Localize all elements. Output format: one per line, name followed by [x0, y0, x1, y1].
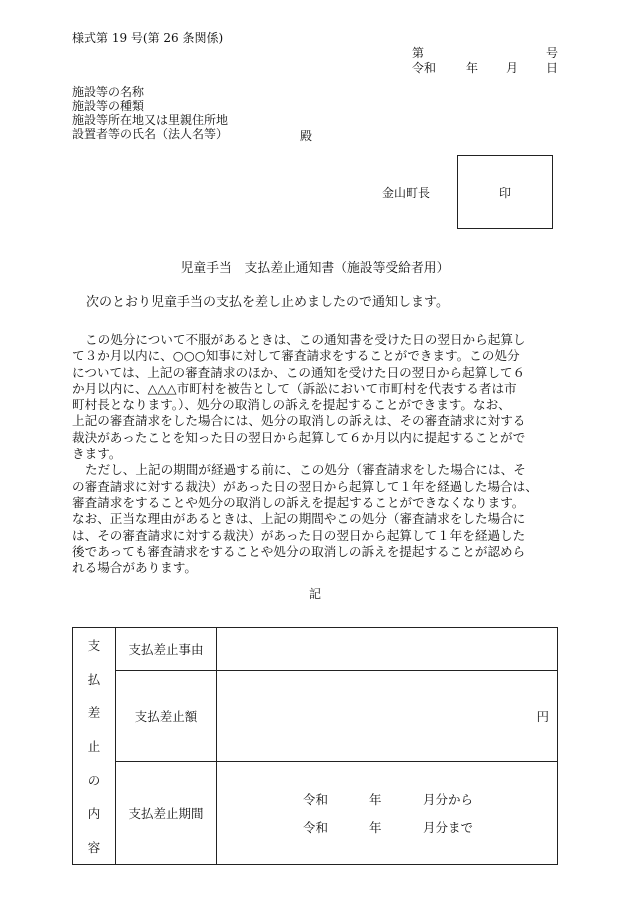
- date-era: 令和: [412, 61, 437, 75]
- detail-table: [72, 627, 558, 865]
- operator-name-label: 設置者等の氏名（法人名等）: [72, 127, 229, 141]
- notice-line: の審査請求に対する裁決）があった日の翌日から起算して１年を経過した場合は、: [72, 478, 538, 494]
- recipient-block: [72, 85, 228, 141]
- period-to-year: 年: [369, 820, 382, 835]
- honorific: 殿: [300, 129, 313, 143]
- notice-line: 上記の審査請求をした場合には、処分の取消しの訴えは、その審査請求に対する: [72, 413, 526, 429]
- notice-line: 審査請求をすることや処分の取消しの訴えを提起することができなくなります。: [72, 494, 525, 510]
- amount-label: 支払差止額: [116, 671, 217, 762]
- vertical-char: 支: [87, 637, 101, 653]
- vertical-char: 払: [87, 671, 101, 687]
- doc-no-go: 号: [546, 46, 559, 60]
- doc-title: 児童手当 支払差止通知書（施設等受給者用）: [180, 261, 450, 276]
- facility-type-label: 施設等の種類: [72, 99, 145, 113]
- doc-no-dai: 第: [412, 46, 425, 60]
- period-label: 支払差止期間: [116, 762, 217, 865]
- notice-line: ただし、上記の期間が経過する前に、この処分（審査請求をした場合には、そ: [85, 462, 526, 478]
- vertical-label: [73, 628, 115, 864]
- period-to-month: 月分まで: [423, 820, 474, 835]
- notice-line: については、上記の審査請求のほか、この通知を受けた日の翌日から起算して６: [72, 364, 526, 380]
- period-to-era: 令和: [303, 820, 329, 835]
- vertical-char: 容: [87, 840, 101, 856]
- notice-line: 後であっても審査請求をすることや処分の取消しの訴えを提起することが認めら: [72, 543, 526, 559]
- notice-line: は、その審査請求に対する裁決）があった日の翌日から起算して１年を経過した: [72, 527, 526, 543]
- notice-line: きます。: [72, 446, 122, 462]
- seal-label: 印: [498, 186, 511, 200]
- intro-text: 次のとおり児童手当の支払を差し止めましたので通知します。: [86, 295, 449, 310]
- notice-line: か月以内に、△△△市町村を被告として（訴訟において市町村を代表する者は市: [72, 380, 517, 396]
- vertical-char: の: [87, 772, 101, 788]
- facility-name-label: 施設等の名称: [72, 85, 145, 99]
- facility-address-label: 施設等所在地又は里親住所地: [72, 113, 229, 127]
- vertical-char: 内: [87, 806, 101, 822]
- date-month: 月: [506, 61, 519, 75]
- sender-title: 金山町長: [382, 186, 431, 200]
- period-from-era: 令和: [303, 792, 329, 807]
- vertical-char: 差: [87, 705, 101, 721]
- reason-value[interactable]: [217, 628, 558, 671]
- period-from-month: 月分から: [423, 792, 474, 807]
- notice-body: [72, 332, 562, 576]
- period-value[interactable]: [217, 762, 558, 865]
- form-number: 様式第 19 号(第 26 条関係): [72, 31, 224, 45]
- date-year: 年: [466, 61, 479, 75]
- date-day: 日: [546, 61, 559, 75]
- vertical-label-cell: [73, 628, 116, 865]
- amount-value[interactable]: [217, 671, 558, 762]
- notice-line: 裁決があったことを知った日の翌日から起算して６か月以内に提起することがで: [72, 429, 526, 445]
- period-from-year: 年: [369, 792, 382, 807]
- seal-box: [457, 155, 553, 229]
- notice-line: れる場合があります。: [72, 560, 197, 576]
- ki-label: 記: [308, 587, 321, 601]
- reason-label: 支払差止事由: [116, 628, 217, 671]
- notice-line: なお、正当な理由があるときは、上記の期間やこの処分（審査請求をした場合に: [72, 511, 526, 527]
- notice-line: この処分について不服があるときは、この通知書を受けた日の翌日から起算し: [85, 332, 526, 347]
- notice-line: 町村長となります。）、処分の取消しの訴えを提起することができます。なお、: [72, 397, 511, 413]
- vertical-char: 止: [87, 738, 101, 754]
- amount-unit: 円: [536, 709, 549, 724]
- notice-line: て３か月以内に、○○○知事に対して審査請求をすることができます。この処分: [72, 348, 520, 364]
